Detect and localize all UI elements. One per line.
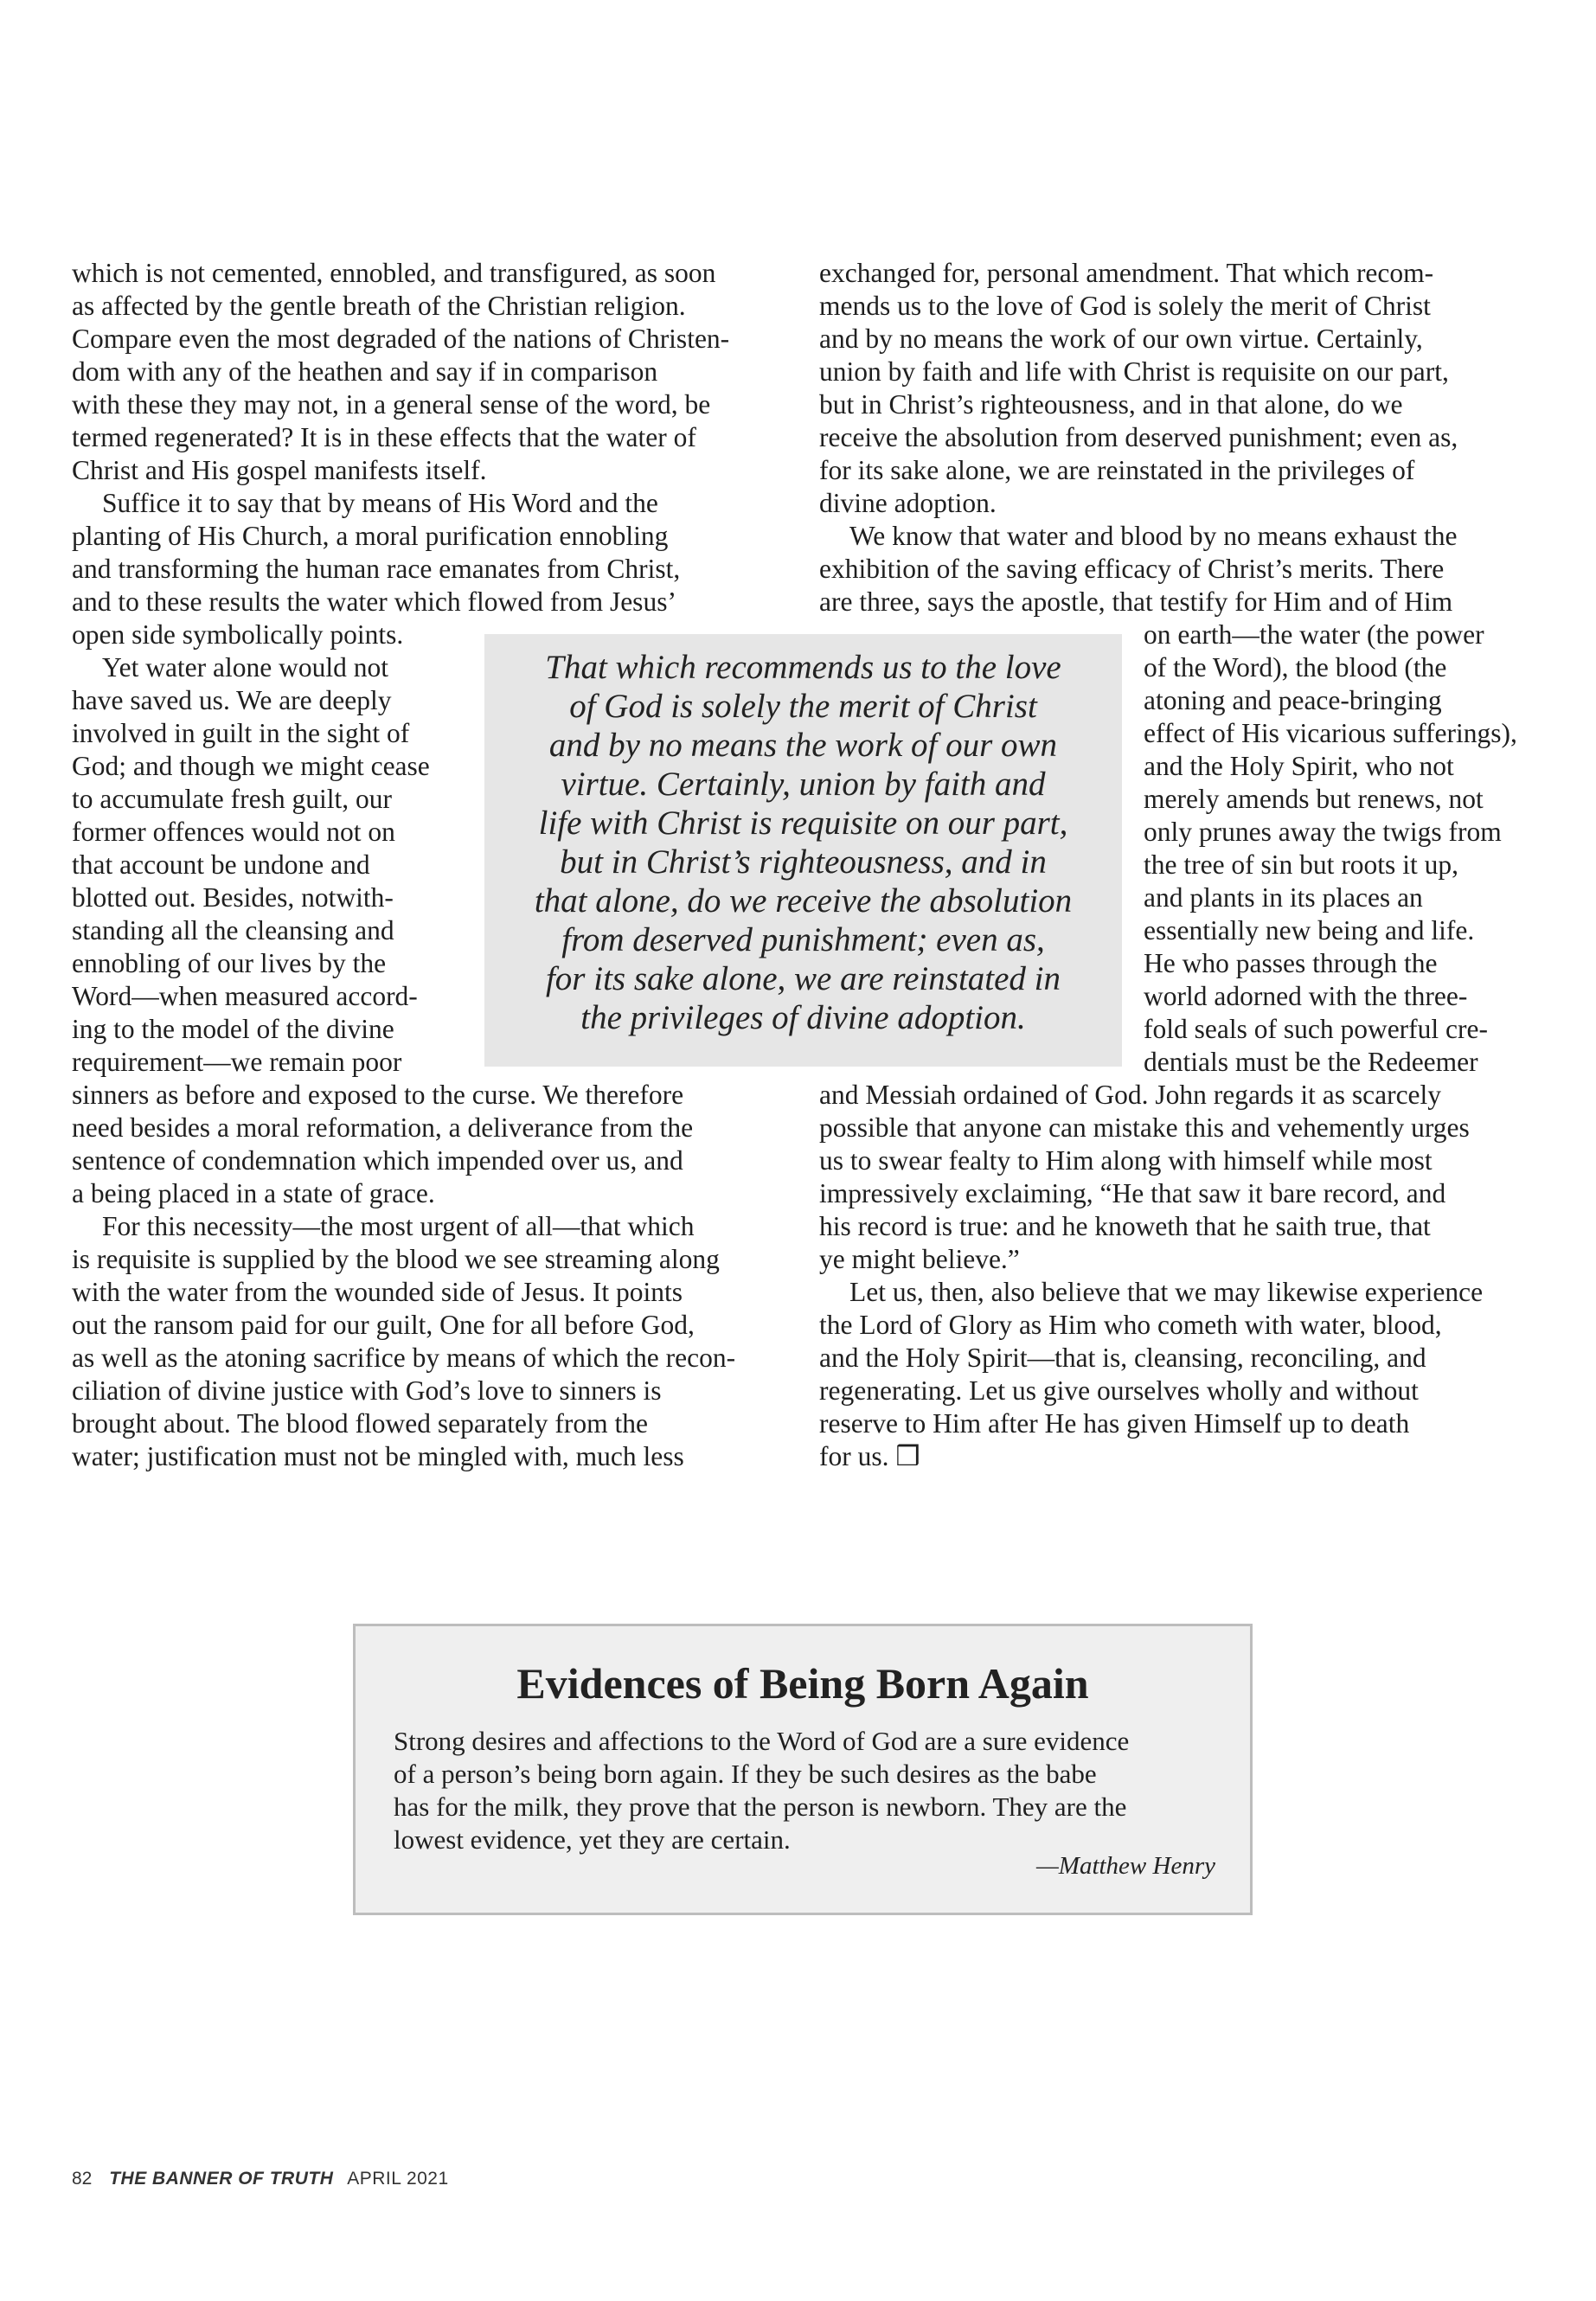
left-column-line: requirement—we remain poor [72, 1047, 402, 1077]
left-column-line: ciliation of divine justice with God’s love to sinners is [72, 1375, 662, 1406]
left-column-line: a being placed in a state of grace. [72, 1178, 435, 1208]
right-column-line: world adorned with the three- [1144, 981, 1468, 1011]
left-column-line: Compare even the most degraded of the nations of Christen- [72, 324, 730, 354]
left-column-line: which is not cemented, ennobled, and transfigured, as soon [72, 258, 716, 288]
right-column-line: regenerating. Let us give ourselves wholly and without [819, 1375, 1419, 1406]
right-column-line: dentials must be the Redeemer [1144, 1047, 1478, 1077]
left-column-line: that account be undone and [72, 849, 370, 880]
left-column-line: Christ and His gospel manifests itself. [72, 455, 487, 485]
left-column-line: out the ransom paid for our guilt, One for all before God, [72, 1310, 695, 1340]
sidebar-title: Evidences of Being Born Again [516, 1659, 1089, 1708]
left-column-line: blotted out. Besides, notwith- [72, 882, 394, 913]
issue-date: APRIL 2021 [347, 2169, 449, 2189]
left-column-line: Suffice it to say that by means of His Word and the [102, 488, 658, 518]
right-column-line: and by no means the work of our own virtue. Certainly, [819, 324, 1423, 354]
left-column-line: open side symbolically points. [72, 619, 404, 650]
left-column-line: involved in guilt in the sight of [72, 718, 410, 748]
page-footer [72, 2166, 449, 2192]
right-column-line: We know that water and blood by no means exhaust the [849, 521, 1458, 551]
left-column-line: and transforming the human race emanates from Christ, [72, 554, 681, 584]
pull-quote-line: life with Christ is requisite on our part, [538, 804, 1068, 842]
left-column-line: as affected by the gentle breath of the Christian religion. [72, 291, 686, 321]
pull-quote-line: but in Christ’s righteousness, and in [560, 843, 1047, 881]
left-column-line: former offences would not on [72, 817, 395, 847]
left-column-line: Word—when measured accord- [72, 981, 418, 1011]
left-column-line: dom with any of the heathen and say if in comparison [72, 356, 658, 387]
sidebar-text-line: of a person’s being born again. If they be such desires as the babe [394, 1759, 1097, 1789]
pull-quote-line: the privileges of divine adoption. [580, 999, 1026, 1036]
right-column-line: effect of His vicarious sufferings), [1144, 718, 1517, 748]
right-column-line: exchanged for, personal amendment. That which recom- [819, 258, 1434, 288]
right-column-line: the Lord of Glory as Him who cometh with water, blood, [819, 1310, 1442, 1340]
left-column-line: to accumulate fresh guilt, our [72, 784, 393, 814]
sidebar-box [353, 1624, 1253, 1915]
right-column-line: receive the absolution from deserved punishment; even as, [819, 422, 1458, 452]
left-column-line: and to these results the water which flowed from Jesus’ [72, 586, 676, 617]
right-column-line: fold seals of such powerful cre- [1144, 1014, 1488, 1044]
sidebar-text-line: has for the milk, they prove that the person is newborn. They are the [394, 1791, 1127, 1822]
pull-quote-line: of God is solely the merit of Christ [569, 688, 1037, 725]
left-column-line: Yet water alone would not [102, 652, 388, 683]
right-column-line: reserve to Him after He has given Himself up to death [819, 1408, 1410, 1439]
left-column-line: For this necessity—the most urgent of all—that which [102, 1211, 695, 1241]
right-column-line: and plants in its places an [1144, 882, 1423, 913]
right-column-line: the tree of sin but roots it up, [1144, 849, 1458, 880]
left-column-line: ennobling of our lives by the [72, 948, 387, 978]
magazine-title: THE BANNER OF TRUTH [109, 2169, 334, 2189]
sidebar-attribution: —Matthew Henry [1036, 1852, 1215, 1880]
left-column-line: standing all the cleansing and [72, 915, 394, 945]
left-column-line: water; justification must not be mingled with, much less [72, 1441, 684, 1471]
right-column-line: but in Christ’s righteousness, and in that alone, do we [819, 389, 1403, 420]
sidebar-text-line: Strong desires and affections to the Word of God are a sure evidence [394, 1726, 1130, 1756]
right-column-line: for its sake alone, we are reinstated in the privileges of [819, 455, 1415, 485]
pull-quote-line: virtue. Certainly, union by faith and [561, 766, 1046, 803]
pull-quote [484, 634, 1122, 1067]
pull-quote-line: that alone, do we receive the absolution [534, 882, 1073, 920]
right-column-line: ye might believe.” [819, 1244, 1020, 1274]
left-column-line: planting of His Church, a moral purification ennobling [72, 521, 669, 551]
right-column-line: possible that anyone can mistake this and vehemently urges [819, 1112, 1470, 1143]
left-column-line: brought about. The blood flowed separately from the [72, 1408, 648, 1439]
left-column-line: with these they may not, in a general sense of the word, be [72, 389, 711, 420]
right-column-line: essentially new being and life. [1144, 915, 1475, 945]
right-column-line: merely amends but renews, not [1144, 784, 1484, 814]
left-column-line: God; and though we might cease [72, 751, 430, 781]
right-column-line: mends us to the love of God is solely the merit of Christ [819, 291, 1431, 321]
right-column-line: divine adoption. [819, 488, 997, 518]
left-column-line: sentence of condemnation which impended over us, and [72, 1145, 683, 1176]
right-column-line: of the Word), the blood (the [1144, 652, 1447, 683]
left-column-line: need besides a moral reformation, a deliverance from the [72, 1112, 694, 1143]
left-column-line: sinners as before and exposed to the curse. We therefore [72, 1080, 684, 1110]
sidebar-text-line: lowest evidence, yet they are certain. [394, 1824, 791, 1855]
left-column-line: as well as the atoning sacrifice by means of which the recon- [72, 1343, 736, 1373]
right-column-line: are three, says the apostle, that testify for Him and of Him [819, 586, 1453, 617]
pull-quote-line: from deserved punishment; even as, [561, 921, 1045, 958]
pull-quote-line: for its sake alone, we are reinstated in [545, 960, 1061, 997]
left-column-line: is requisite is supplied by the blood we see streaming along [72, 1244, 720, 1274]
right-column-line: us to swear fealty to Him along with himself while most [819, 1145, 1433, 1176]
right-column-line: He who passes through the [1144, 948, 1438, 978]
right-column-line: Let us, then, also believe that we may likewise experience [849, 1277, 1484, 1307]
right-column-line: his record is true: and he knoweth that he saith true, that [819, 1211, 1431, 1241]
left-column-line: termed regenerated? It is in these effects that the water of [72, 422, 696, 452]
right-column-line: only prunes away the twigs from [1144, 817, 1502, 847]
page-number: 82 [72, 2169, 93, 2189]
right-column-line: impressively exclaiming, “He that saw it bare record, and [819, 1178, 1446, 1208]
right-column-line: and the Holy Spirit—that is, cleansing, reconciling, and [819, 1343, 1426, 1373]
pull-quote-line: and by no means the work of our own [548, 727, 1058, 764]
left-column-line: ing to the model of the divine [72, 1014, 394, 1044]
right-column-line: and the Holy Spirit, who not [1144, 751, 1454, 781]
right-column-line: exhibition of the saving efficacy of Christ’s merits. There [819, 554, 1445, 584]
right-column-line: for us. ❒ [819, 1441, 920, 1471]
left-column-line: with the water from the wounded side of Jesus. It points [72, 1277, 683, 1307]
right-column-line: on earth—the water (the power [1144, 619, 1484, 650]
right-column-line: union by faith and life with Christ is requisite on our part, [819, 356, 1449, 387]
right-column-line: atoning and peace-bringing [1144, 685, 1442, 715]
pull-quote-line: That which recommends us to the love [545, 649, 1061, 686]
right-column-line: and Messiah ordained of God. John regards it as scarcely [819, 1080, 1442, 1110]
left-column-line: have saved us. We are deeply [72, 685, 392, 715]
